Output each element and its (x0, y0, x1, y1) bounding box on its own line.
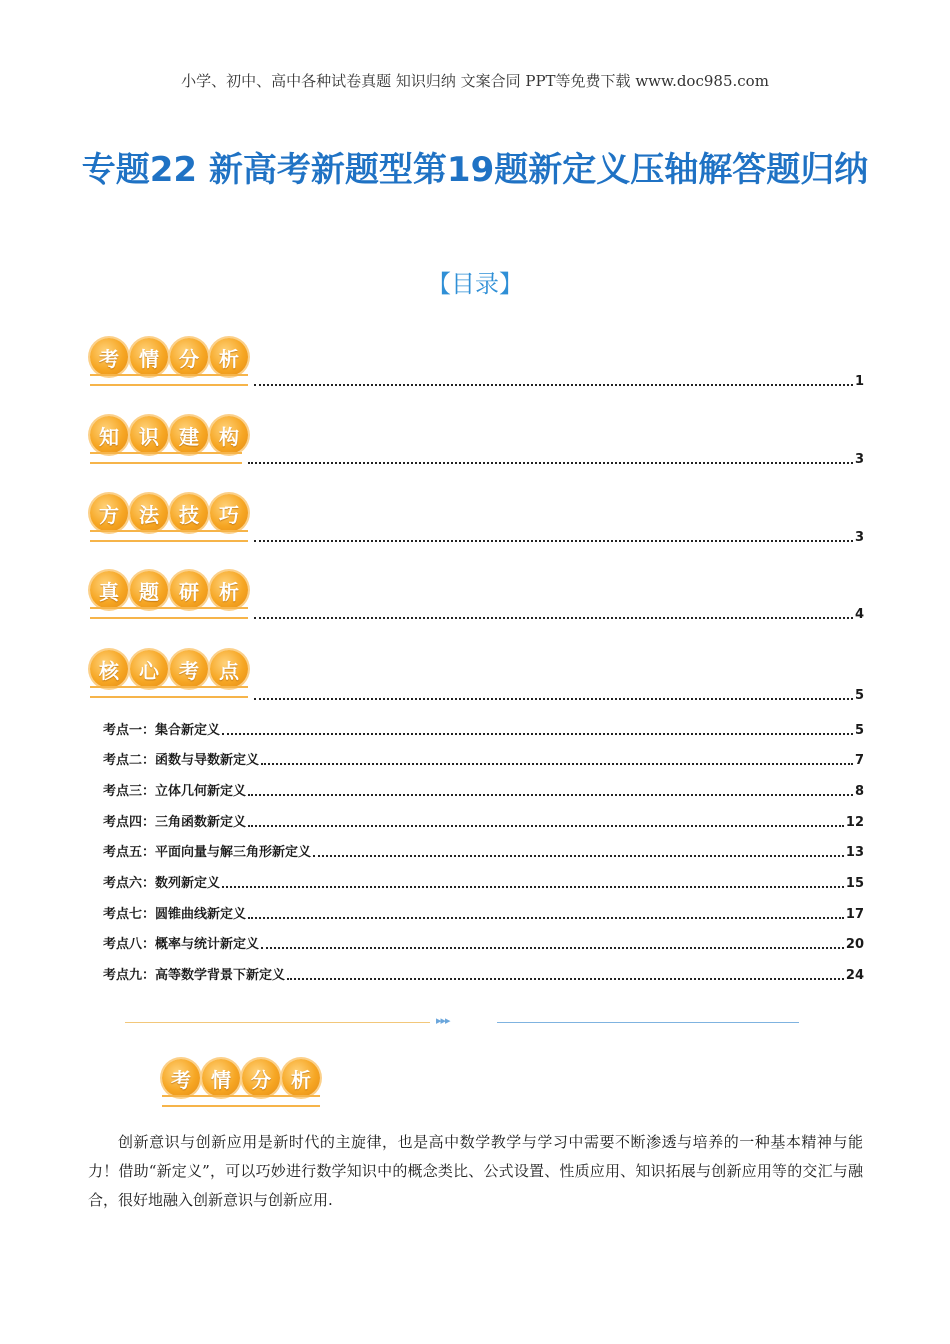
toc-subentry-label: 考点二：函数与导数新定义 (103, 753, 260, 768)
intro-paragraph: 创新意识与创新应用是新时代的主旋律，也是高中数学教学与学习中需要不断渗透与培养的一种基本精神与能力！借助“新定义”，可以巧妙进行数学知识中的概念类比、公式设置、性质应用、知识拓展与创新应用等的交汇与融合，很好地融入创新意识与创新应用. (88, 1133, 863, 1209)
toc-entry-fangfa[interactable] (252, 530, 864, 545)
badge-char: 建 (170, 416, 208, 454)
toc-entry-hexin[interactable] (252, 688, 864, 703)
toc-subentry-label: 考点五：平面向量与解三角形新定义 (103, 845, 312, 860)
toc-subentry-label: 考点六：数列新定义 (103, 876, 221, 891)
badge-char: 情 (130, 338, 168, 376)
badge-underline (162, 1095, 320, 1107)
badge-char: 析 (210, 338, 248, 376)
badge-char: 题 (130, 571, 168, 609)
badge-char: 情 (202, 1059, 240, 1097)
badge-char: 点 (210, 650, 248, 688)
toc-subentry-label: 考点八：概率与统计新定义 (103, 937, 260, 952)
toc-subentry[interactable] (103, 841, 864, 860)
toc-subentry-label: 考点七：圆锥曲线新定义 (103, 907, 247, 922)
toc-subentry-label: 考点三：立体几何新定义 (103, 784, 247, 799)
toc-heading: 【目录】 (427, 270, 523, 298)
toc-page-number: 4 (854, 607, 864, 622)
toc-subentry[interactable] (103, 811, 864, 830)
badge-char: 识 (130, 416, 168, 454)
badge-char: 考 (170, 650, 208, 688)
toc-leader (254, 384, 853, 386)
toc-leader (248, 462, 853, 464)
toc-leader (261, 947, 844, 949)
toc-page-number: 7 (854, 753, 864, 768)
badge-underline (90, 686, 248, 698)
toc-subentry[interactable] (103, 872, 864, 891)
section-badge-hexin (90, 650, 248, 688)
toc-leader (261, 763, 853, 765)
toc-subentry[interactable] (103, 933, 864, 952)
toc-leader (248, 794, 853, 796)
divider-arrows-icon: ▸▸▸ (436, 1014, 450, 1027)
badge-char: 分 (170, 338, 208, 376)
section-badge-body-kaoqing (162, 1059, 320, 1097)
toc-entry-kaoqing[interactable] (252, 374, 864, 389)
toc-subentry[interactable] (103, 903, 864, 922)
toc-subentry[interactable] (103, 719, 864, 738)
toc-leader (254, 540, 853, 542)
badge-char: 知 (90, 416, 128, 454)
toc-page-number: 5 (854, 723, 864, 738)
badge-char: 析 (210, 571, 248, 609)
badge-char: 法 (130, 494, 168, 532)
toc-page-number: 5 (854, 688, 864, 703)
badge-char: 方 (90, 494, 128, 532)
badge-char: 核 (90, 650, 128, 688)
divider-line-right (497, 1022, 799, 1023)
toc-subentry-label: 考点九：高等数学背景下新定义 (103, 968, 286, 983)
toc-leader (254, 617, 853, 619)
toc-entry-zhishi[interactable] (246, 452, 864, 467)
toc-page-number: 13 (845, 845, 864, 860)
toc-leader (254, 698, 853, 700)
toc-subentry-label: 考点一：集合新定义 (103, 723, 221, 738)
badge-underline (90, 452, 242, 464)
site-header-text: 小学、初中、高中各种试卷真题 知识归纳 文案合同 PPT等免费下载 www.doc985.com (181, 72, 769, 90)
badge-underline (90, 530, 248, 542)
toc-leader (248, 825, 844, 827)
badge-char: 考 (162, 1059, 200, 1097)
toc-leader (222, 886, 844, 888)
badge-char: 技 (170, 494, 208, 532)
badge-char: 构 (210, 416, 248, 454)
badge-underline (90, 374, 248, 386)
toc-subentry[interactable] (103, 749, 864, 768)
badge-char: 真 (90, 571, 128, 609)
toc-entry-zhenti[interactable] (252, 607, 864, 622)
toc-page-number: 17 (845, 907, 864, 922)
badge-underline (90, 607, 248, 619)
toc-subentry[interactable] (103, 780, 864, 799)
toc-page-number: 3 (854, 530, 864, 545)
page-title: 专题22 新高考新题型第19题新定义压轴解答题归纳 (81, 150, 869, 190)
section-badge-zhenti (90, 571, 248, 609)
badge-char: 析 (282, 1059, 320, 1097)
toc-page-number: 1 (854, 374, 864, 389)
section-badge-kaoqing (90, 338, 248, 376)
toc-page-number: 8 (854, 784, 864, 799)
toc-page-number: 20 (845, 937, 864, 952)
toc-leader (287, 978, 844, 980)
toc-subentry[interactable] (103, 964, 864, 983)
toc-leader (313, 855, 844, 857)
toc-leader (248, 917, 844, 919)
toc-leader (222, 733, 853, 735)
divider-line-left (125, 1022, 430, 1023)
badge-char: 心 (130, 650, 168, 688)
section-badge-zhishi (90, 416, 248, 454)
toc-subentry-label: 考点四：三角函数新定义 (103, 815, 247, 830)
badge-char: 考 (90, 338, 128, 376)
toc-page-number: 12 (845, 815, 864, 830)
badge-char: 巧 (210, 494, 248, 532)
toc-page-number: 15 (845, 876, 864, 891)
toc-page-number: 3 (854, 452, 864, 467)
section-badge-fangfa (90, 494, 248, 532)
toc-page-number: 24 (845, 968, 864, 983)
badge-char: 分 (242, 1059, 280, 1097)
badge-char: 研 (170, 571, 208, 609)
